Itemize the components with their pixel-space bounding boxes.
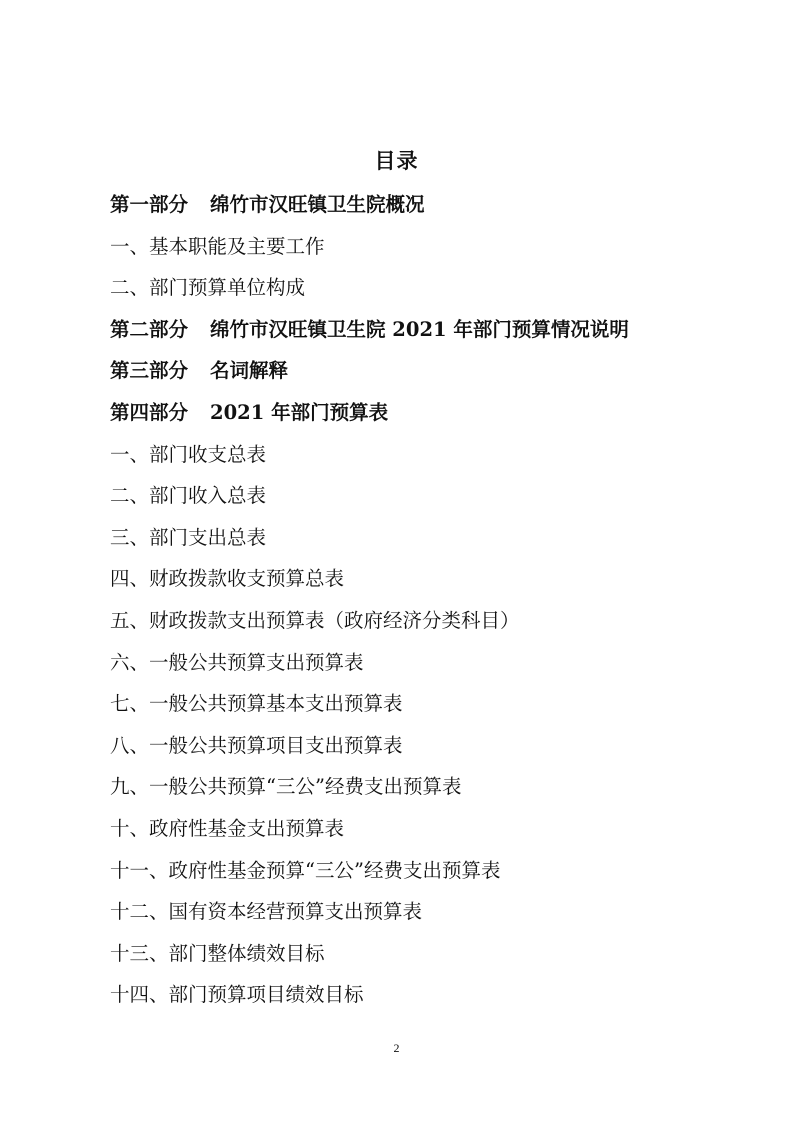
toc-item: 十三、部门整体绩效目标 [110,941,325,965]
toc-part-2 [110,309,750,351]
toc-item: 二、部门收入总表 [110,484,267,508]
toc-part-2-label: 第二部分 [110,317,189,341]
toc-part-3-text: 名词解释 [210,359,289,383]
toc-part-1 [110,184,750,226]
toc-item: 十一、政府性基金预算“三公”经费支出预算表 [110,858,501,882]
table-of-contents [110,184,750,1016]
toc-item: 十二、国有资本经营预算支出预算表 [110,900,423,924]
toc-item: 五、财政拨款支出预算表（政府经济分类科目） [110,608,520,632]
toc-item: 九、一般公共预算“三公”经费支出预算表 [110,775,462,799]
toc-item: 一、基本职能及主要工作 [110,234,325,258]
toc-part-1-label: 第一部分 [110,193,189,216]
toc-item: 十四、部门预算项目绩效目标 [110,983,364,1007]
toc-part-4 [110,392,750,434]
toc-item: 四、财政拨款收支预算总表 [110,567,345,591]
toc-part-3-label: 第三部分 [110,359,189,383]
toc-part-4-text: 2021 年部门预算表 [210,400,389,424]
toc-part-4-label: 第四部分 [110,400,189,424]
toc-item: 八、一般公共预算项目支出预算表 [110,733,403,757]
toc-item: 七、一般公共预算基本支出预算表 [110,692,403,716]
toc-item: 六、一般公共预算支出预算表 [110,650,364,674]
page-title: 目录 [374,148,419,173]
toc-item: 一、部门收支总表 [110,442,267,466]
toc-item: 二、部门预算单位构成 [110,276,306,300]
toc-part-2-text: 绵竹市汉旺镇卫生院 2021 年部门预算情况说明 [210,317,629,341]
toc-item: 十、政府性基金支出预算表 [110,816,345,840]
toc-item: 三、部门支出总表 [110,525,267,549]
page-number: 2 [393,1041,400,1055]
toc-part-3 [110,350,750,392]
toc-part-1-text: 绵竹市汉旺镇卫生院概况 [210,193,425,216]
